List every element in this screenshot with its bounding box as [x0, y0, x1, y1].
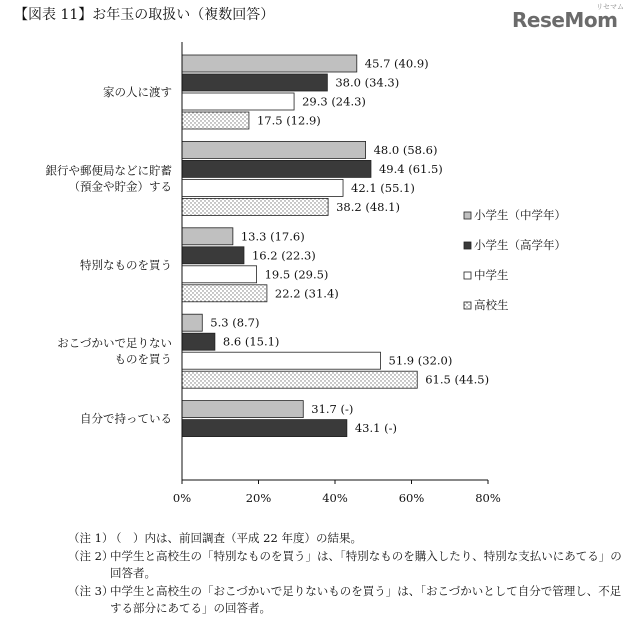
data-label: 38.0 (34.3)	[335, 75, 400, 90]
x-tick-label: 60%	[398, 491, 425, 505]
legend-swatch	[464, 302, 471, 309]
note-1	[68, 530, 628, 548]
bar	[182, 266, 257, 283]
x-tick-label: 20%	[245, 491, 272, 505]
note-3	[68, 583, 628, 618]
bar	[182, 112, 249, 129]
logo-subtext: リセマム	[596, 3, 624, 11]
bar	[182, 160, 371, 177]
chart-title: 【図表 11】お年玉の取扱い（複数回答）	[14, 7, 275, 23]
bar	[182, 371, 417, 388]
legend-label: 小学生（中学年）	[474, 208, 566, 222]
bar	[182, 55, 357, 72]
bar	[182, 420, 347, 437]
bar	[182, 401, 303, 418]
notes	[68, 530, 628, 618]
category-label: 銀行や郵便局などに貯蓄	[45, 163, 172, 178]
bar	[182, 285, 267, 302]
data-label: 45.7 (40.9)	[364, 56, 429, 71]
note-2	[68, 548, 628, 583]
legend-label: 高校生	[474, 298, 509, 312]
bar	[182, 314, 202, 331]
data-label: 31.7 (-)	[311, 402, 354, 417]
data-label: 29.3 (24.3)	[302, 94, 366, 109]
category-label: ものを買う	[114, 352, 172, 367]
category-label: おこづかいで足りない	[57, 336, 172, 351]
x-tick-label: 40%	[322, 491, 348, 505]
data-label: 42.1 (55.1)	[351, 180, 415, 195]
category-label: 家の人に渡す	[103, 85, 172, 99]
data-label: 13.3 (17.6)	[240, 229, 305, 244]
legend-label: 小学生（高学年）	[474, 238, 566, 252]
legend-swatch	[464, 242, 471, 249]
note-2-label: （注 2）	[68, 548, 114, 563]
note-1-text: （ ）内は、前回調査（平成 22 年度）の結果。	[110, 531, 362, 545]
x-tick-label: 0%	[172, 491, 192, 505]
category-label: 自分で持っている	[80, 411, 172, 426]
bar	[182, 179, 343, 196]
category-label: （預金や貯金）する	[68, 179, 172, 194]
note-1-label: （注 1）	[68, 531, 114, 545]
data-label: 8.6 (15.1)	[222, 334, 280, 349]
data-label: 16.2 (22.3)	[251, 248, 316, 263]
note-3-text: 中学生と高校生の「おこづかいで足りないものを買う」は、「おこづかいとして自分で管理し、不足する部分にあてる」の回答者。	[110, 583, 622, 615]
data-label: 5.3 (8.7)	[210, 315, 260, 330]
legend-label: 中学生	[474, 268, 509, 282]
x-tick-label: 80%	[475, 491, 501, 505]
logo-text: ReseMom	[512, 8, 618, 32]
data-label: 19.5 (29.5)	[264, 267, 329, 282]
bar	[182, 93, 294, 110]
bar	[182, 141, 366, 158]
data-label: 17.5 (12.9)	[256, 113, 321, 128]
data-label: 48.0 (58.6)	[373, 142, 438, 157]
data-label: 49.4 (61.5)	[378, 161, 443, 176]
category-label: 特別なものを買う	[80, 257, 172, 272]
bar	[182, 228, 233, 245]
bar	[182, 333, 215, 350]
note-3-label: （注 3）	[68, 583, 114, 598]
bar	[182, 198, 328, 215]
bar	[182, 74, 327, 91]
legend-swatch	[464, 272, 471, 279]
data-label: 43.1 (-)	[354, 421, 397, 436]
bar	[182, 352, 381, 369]
data-label: 61.5 (44.5)	[425, 372, 490, 387]
data-label: 38.2 (48.1)	[336, 199, 400, 214]
note-2-text: 中学生と高校生の「特別なものを買う」は、「特別なものを購入したり、特別な支払いにあてる」の回答者。	[110, 548, 622, 580]
bar	[182, 247, 244, 264]
data-label: 22.2 (31.4)	[274, 286, 339, 301]
legend-swatch	[464, 212, 471, 219]
data-label: 51.9 (32.0)	[388, 353, 453, 368]
